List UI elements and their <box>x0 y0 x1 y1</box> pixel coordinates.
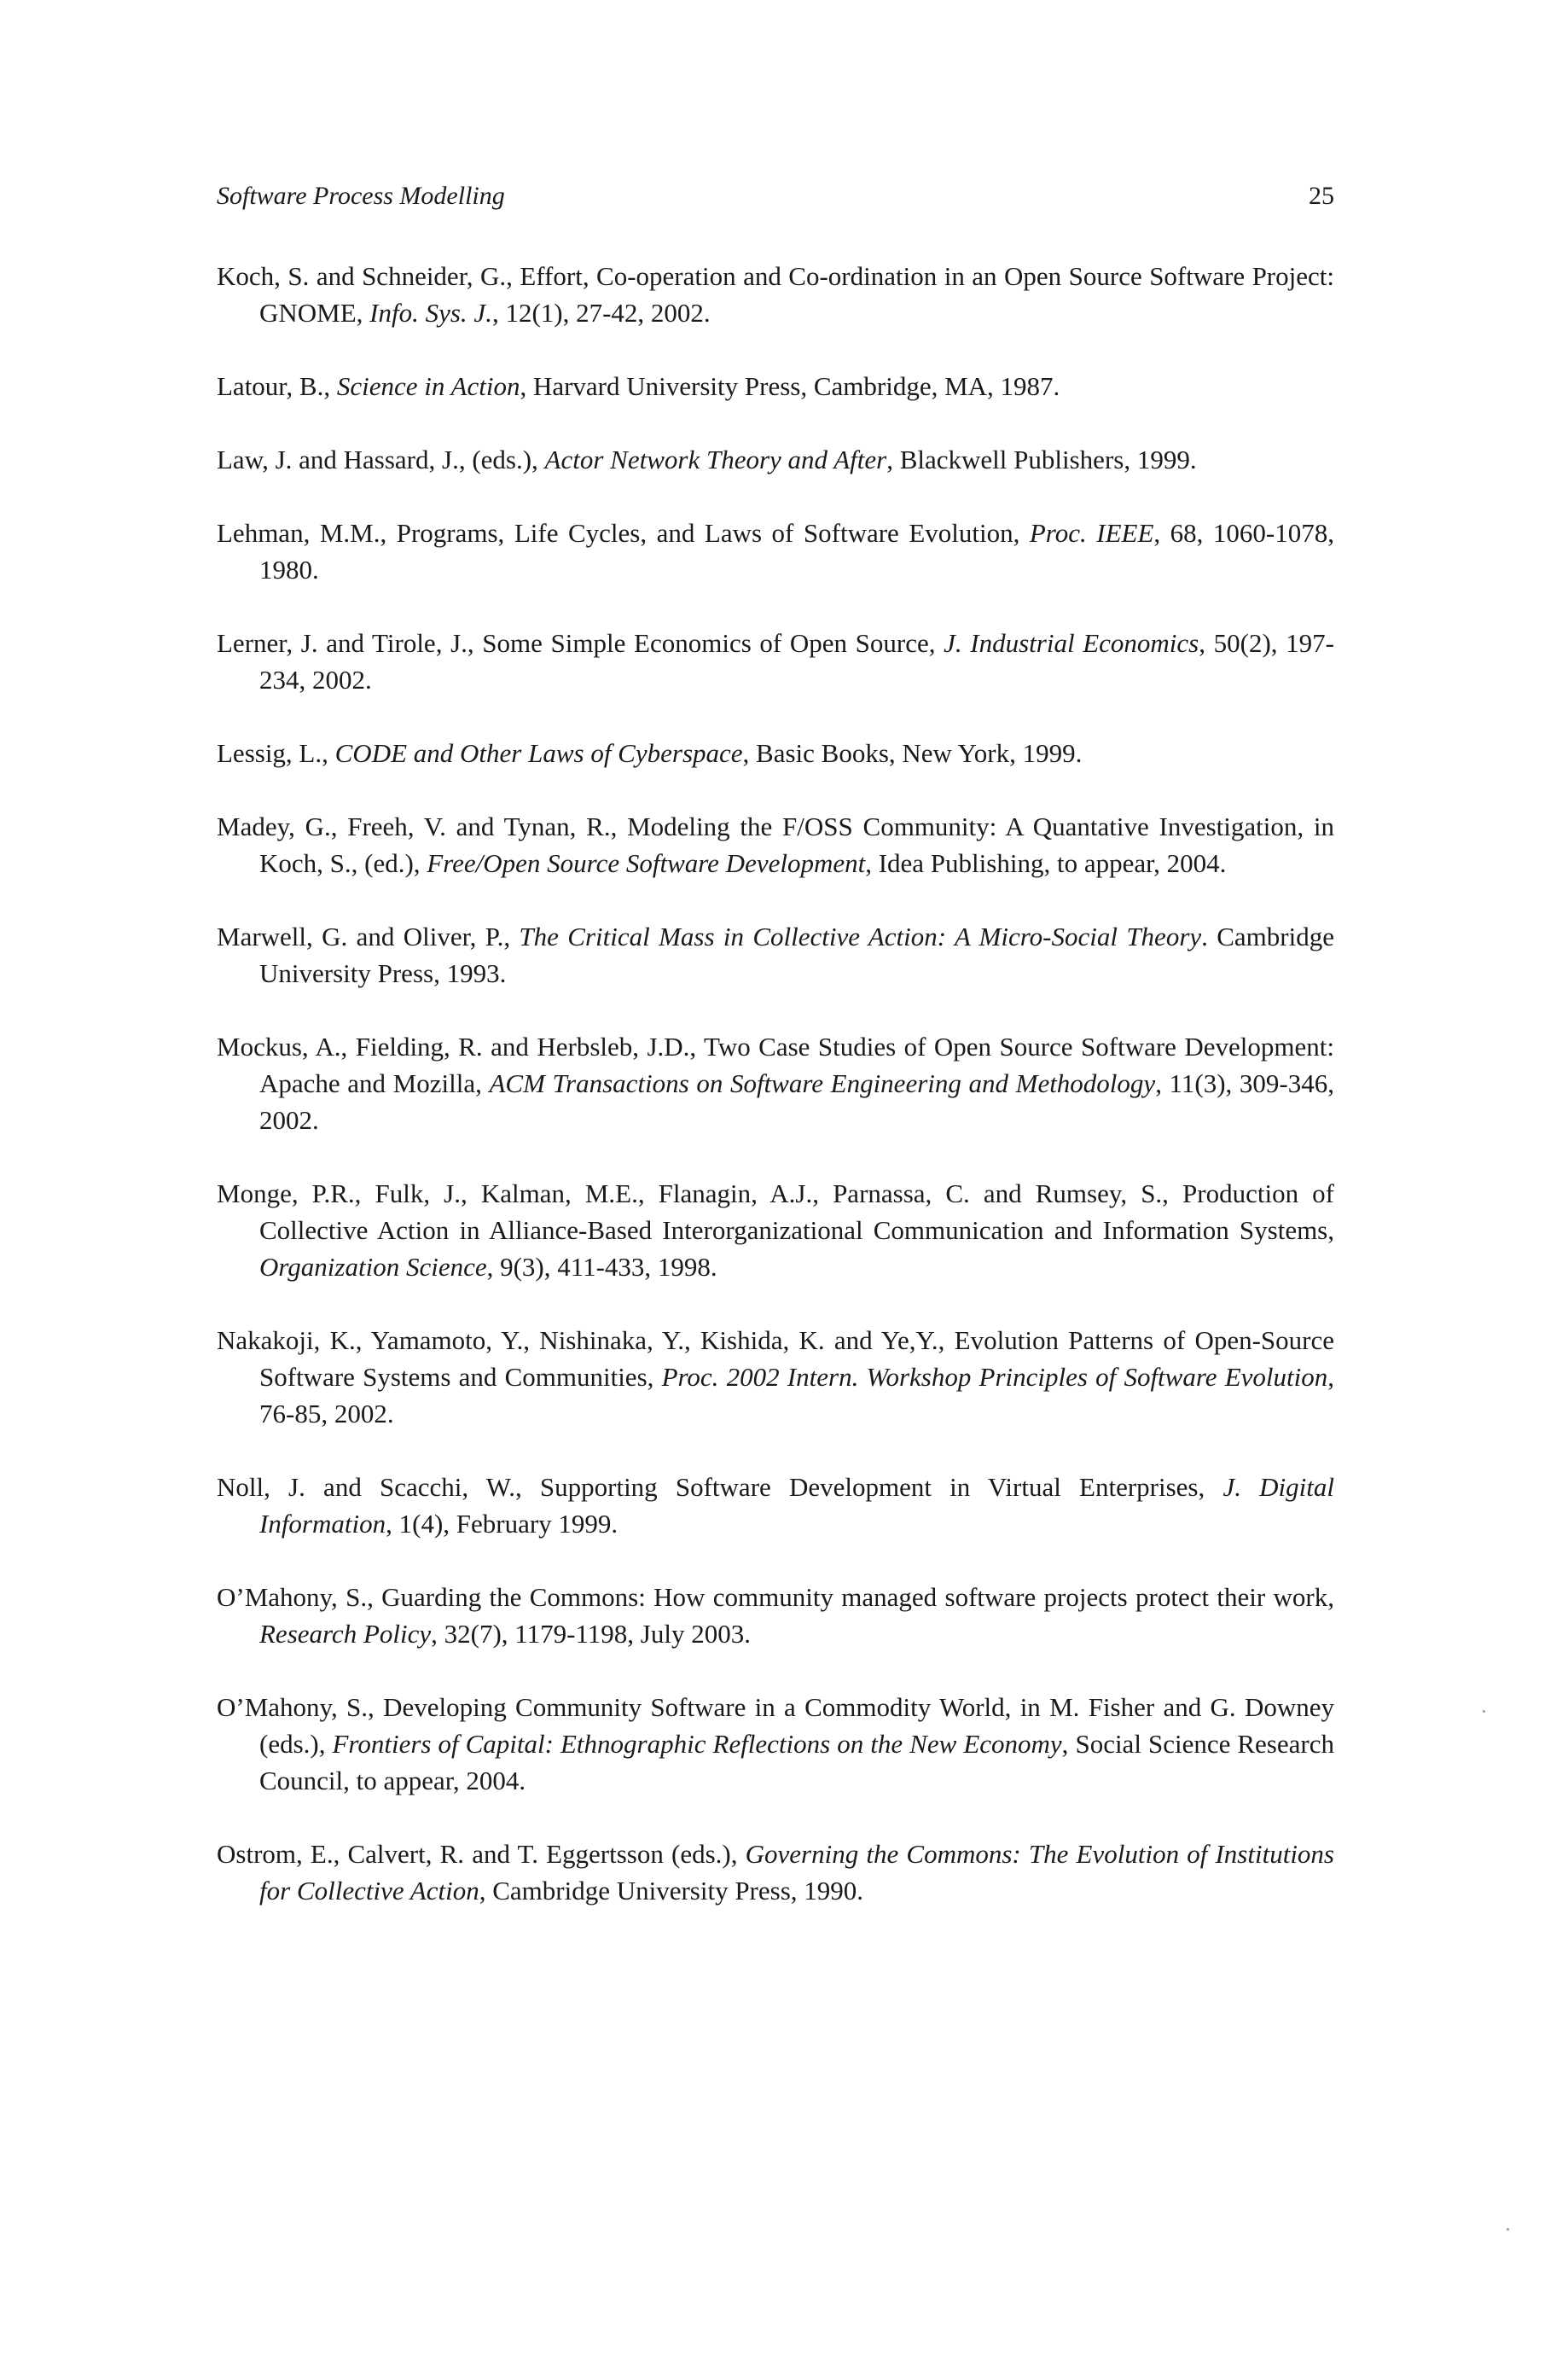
reference-italic-run: Research Policy <box>259 1619 432 1649</box>
reference-entry <box>217 808 1334 881</box>
reference-entry <box>217 515 1334 588</box>
reference-entry <box>217 1836 1334 1909</box>
reference-text-run: , 68, 1060-1078, 1980. <box>259 518 1335 585</box>
reference-text-run: Madey, G., Freeh, V. and Tynan, R., Modeling the F/OSS Community: A Quantative Investigation, in Koch, S., (ed.), <box>217 812 1334 878</box>
reference-text-run: Monge, P.R., Fulk, J., Kalman, M.E., Flanagin, A.J., Parnassa, C. and Rumsey, S., Production of Collective Action in Alliance-Based Interorganizational Communication and Information Systems, <box>217 1178 1334 1245</box>
page-number: 25 <box>1309 182 1334 210</box>
reference-entry <box>217 1469 1334 1542</box>
reference-text-run: , Idea Publishing, to appear, 2004. <box>865 848 1227 878</box>
reference-italic-run: Frontiers of Capital: Ethnographic Reflections on the New Economy <box>332 1729 1062 1759</box>
reference-text-run: , Cambridge University Press, 1990. <box>479 1876 864 1905</box>
reference-italic-run: Organization Science <box>259 1252 487 1282</box>
reference-text-run: , 32(7), 1179-1198, July 2003. <box>431 1619 751 1649</box>
reference-entry <box>217 1689 1334 1799</box>
reference-italic-run: CODE and Other Laws of Cyberspace <box>334 738 743 768</box>
reference-text-run: Lehman, M.M., Programs, Life Cycles, and Laws of Software Evolution, <box>217 518 1030 548</box>
reference-text-run: Koch, S. and Schneider, G., Effort, Co-operation and Co-ordination in an Open Source Software Project: GNOME, <box>217 261 1334 328</box>
reference-text-run: . Cambridge University Press, 1993. <box>259 922 1334 988</box>
scan-speck <box>1483 1710 1485 1713</box>
reference-text-run: Ostrom, E., Calvert, R. and T. Eggertsson (eds.), <box>217 1839 746 1869</box>
reference-text-run: , Blackwell Publishers, 1999. <box>886 445 1197 474</box>
reference-italic-run: Actor Network Theory and After <box>544 445 887 474</box>
reference-text-run: Lerner, J. and Tirole, J., Some Simple Economics of Open Source, <box>217 628 944 658</box>
reference-text-run: O’Mahony, S., Guarding the Commons: How community managed software projects protect their work, <box>217 1582 1334 1612</box>
reference-text-run: , 9(3), 411-433, 1998. <box>486 1252 717 1282</box>
reference-text-run: , 1(4), February 1999. <box>386 1509 618 1539</box>
reference-text-run: , 12(1), 27-42, 2002. <box>491 298 711 328</box>
reference-text-run: Law, J. and Hassard, J., (eds.), <box>217 445 545 474</box>
reference-text-run: , 11(3), 309-346, 2002. <box>259 1068 1334 1135</box>
reference-entry <box>217 441 1334 478</box>
reference-entry <box>217 625 1334 698</box>
reference-text-run: , 76-85, 2002. <box>259 1362 1334 1428</box>
reference-entry <box>217 1579 1334 1652</box>
reference-italic-run: Science in Action <box>336 371 520 401</box>
reference-italic-run: Governing the Commons: The Evolution of Institutions for Collective Action <box>259 1839 1334 1905</box>
reference-italic-run: Proc. IEEE <box>1029 518 1154 548</box>
reference-text-run: , Basic Books, New York, 1999. <box>742 738 1083 768</box>
reference-italic-run: Proc. 2002 Intern. Workshop Principles of Software Evolution <box>661 1362 1328 1392</box>
reference-entry <box>217 1175 1334 1285</box>
running-title: Software Process Modelling <box>217 182 505 210</box>
running-head <box>217 179 1334 213</box>
reference-text-run: , 50(2), 197-234, 2002. <box>259 628 1334 695</box>
reference-text-run: O’Mahony, S., Developing Community Software in a Commodity World, in M. Fisher and G. Downey (eds.), <box>217 1692 1334 1759</box>
reference-text-run: , Social Science Research Council, to appear, 2004. <box>259 1729 1334 1795</box>
scan-speck <box>1507 2228 1509 2231</box>
reference-entry <box>217 1322 1334 1432</box>
reference-italic-run: Info. Sys. J. <box>369 298 492 328</box>
reference-text-run: Mockus, A., Fielding, R. and Herbsleb, J.D., Two Case Studies of Open Source Software Development: Apache and Mozilla, <box>217 1032 1334 1098</box>
reference-entry <box>217 368 1334 404</box>
reference-text-run: , Harvard University Press, Cambridge, MA, 1987. <box>520 371 1060 401</box>
reference-italic-run: Free/Open Source Software Development <box>427 848 866 878</box>
reference-entry <box>217 918 1334 992</box>
reference-text-run: Lessig, L., <box>217 738 335 768</box>
reference-italic-run: ACM Transactions on Software Engineering and Methodology <box>489 1068 1156 1098</box>
reference-text-run: Latour, B., <box>217 371 337 401</box>
reference-text-run: Noll, J. and Scacchi, W., Supporting Software Development in Virtual Enterprises, <box>217 1472 1223 1502</box>
reference-italic-run: J. Digital Information <box>259 1472 1334 1539</box>
reference-entry <box>217 735 1334 771</box>
reference-text-run: Marwell, G. and Oliver, P., <box>217 922 520 951</box>
reference-entry <box>217 1028 1334 1138</box>
reference-entry <box>217 258 1334 331</box>
reference-italic-run: The Critical Mass in Collective Action: A Micro-Social Theory <box>519 922 1202 951</box>
reference-list <box>217 258 1334 1946</box>
reference-text-run: Nakakoji, K., Yamamoto, Y., Nishinaka, Y., Kishida, K. and Ye,Y., Evolution Patterns of Open-Source Software Systems and Communities, <box>217 1325 1334 1392</box>
reference-italic-run: J. Industrial Economics <box>944 628 1199 658</box>
